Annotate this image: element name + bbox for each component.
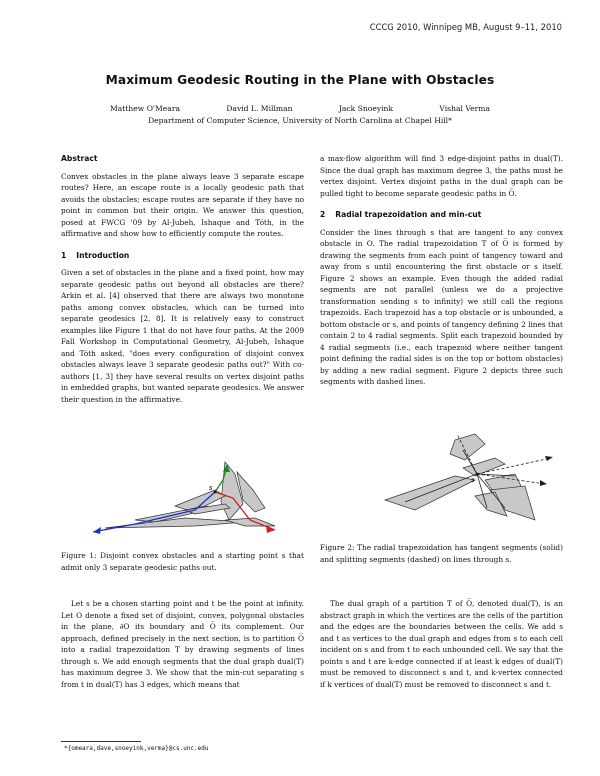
author: Vishal Verma bbox=[439, 104, 490, 113]
figure-2 bbox=[345, 430, 565, 525]
body-paragraph: The dual graph of a partition T of O̅, denoted dual(T), is an abstract graph in which the vertices are the cells of the partition and the edges are the boundaries between the cells. We add s and t as vertices to the dual graph and edges from s to each cell incident on s and from t to each unbounded cell. We say that the points s and t are k-edge connected if at least k edges of dual(T) must be removed to disconnect s and t, and k-vertex connected if k vertices of dual(T) must be removed to disconnect s and t. bbox=[320, 599, 563, 689]
start-point-label: s bbox=[471, 476, 475, 484]
right-column-bottom bbox=[320, 598, 563, 690]
affiliation: Department of Computer Science, University of North Carolina at Chapel Hill* bbox=[148, 116, 452, 125]
arrow-head bbox=[93, 527, 101, 534]
section-number: 2 bbox=[320, 210, 326, 219]
start-point bbox=[476, 473, 479, 476]
section-number: 1 bbox=[61, 250, 67, 260]
left-column-top bbox=[61, 153, 304, 405]
obstacle bbox=[450, 434, 485, 460]
obstacle bbox=[385, 476, 475, 510]
start-point bbox=[214, 491, 217, 494]
right-column-top bbox=[320, 153, 563, 388]
author: Jack Snoeyink bbox=[338, 104, 394, 113]
tangent-segment bbox=[405, 474, 477, 502]
start-point-label: s bbox=[209, 484, 213, 492]
author: Matthew O'Meara bbox=[110, 104, 180, 113]
abstract-text: Convex obstacles in the plane always leave 3 separate escape routes? Here, an escape route is a locally geodesic path that avoids the obstacles; escape routes are separate if they have no point in common but their origin. We answer this question, posed at FWCG '09 by Al-Jubeh, Ishaque and Tóth, in the affirmative and show how to efficiently compute the routes. bbox=[61, 171, 304, 238]
section-2-heading bbox=[320, 209, 563, 221]
obstacle bbox=[105, 518, 245, 528]
left-column-bottom bbox=[61, 598, 304, 690]
footnote: *{omeara,dave,snoeyink,verma}@cs.unc.edu bbox=[64, 745, 209, 752]
arrow-head bbox=[545, 456, 553, 461]
figure-1 bbox=[75, 460, 290, 540]
body-paragraph: Let s be a chosen starting point and t be the point at infinity. Let O denote a fixed set of disjoint, convex, polygonal obstacles in the plane, ∂O its boundary and O̅ its complement. Our approach, defined precisely in the next section, is to partition O̅ into a radial trapezoidation T by drawing segments of lines through s. We add enough segments that the dual graph dual(T) has maximum degree 3. We show that the min-cut separating s from t in dual(T) has 3 edges, which means that bbox=[61, 599, 304, 689]
section-title: Radial trapezoidation and min-cut bbox=[335, 210, 482, 219]
abstract-heading: Abstract bbox=[61, 154, 98, 163]
paper-title: Maximum Geodesic Routing in the Plane with Obstacles bbox=[105, 73, 495, 87]
section-2-paragraph: Consider the lines through s that are tangent to any convex obstacle in O. The radial trapezoidation T of O̅ is formed by drawing the segments from each point of tangency toward and away from s until encountering the first obstacle or s itself. Figure 2 shows an example. Even though the added radial segments are not parallel (unless we do a projective transformation sending s to infinity) we still call the regions trapezoids. Each trapezoid has a top obstacle or is unbounded, a bottom obstacle or s, and points of tangency defining 2 lines that contain 2 to 4 radial segments. Split each trapezoid bounded by 4 radial segments (i.e., each trapezoid where neither tangent point defining the radial sides is on the top or bottom obstacles) by adding a new radial segment. Figure 2 depicts three such segments with dashed lines. bbox=[320, 227, 563, 386]
figure-1-caption: Figure 1: Disjoint convex obstacles and a starting point s that admit only 3 separate geodesic paths out. bbox=[61, 551, 304, 572]
intro-heading bbox=[61, 250, 304, 262]
running-head: CCCG 2010, Winnipeg MB, August 9–11, 2010 bbox=[369, 22, 562, 32]
author-list bbox=[110, 104, 490, 113]
arrow-head bbox=[540, 480, 547, 486]
section-title: Introduction bbox=[76, 250, 130, 260]
figure-2-caption: Figure 2: The radial trapezoidation has tangent segments (solid) and splitting segments (dashed) on lines through s. bbox=[320, 543, 563, 564]
footnote-rule bbox=[61, 741, 141, 742]
author: David L. Millman bbox=[226, 104, 293, 113]
body-paragraph: a max-flow algorithm will find 3 edge-disjoint paths in dual(T). Since the dual graph has maximum degree 3, the paths must be vertex disjoint. Vertex disjoint paths in the dual graph can be pulled tight to become separate geodesic paths in O̅. bbox=[320, 154, 563, 198]
intro-paragraph: Given a set of obstacles in the plane and a fixed point, how may separate geodesic paths out beyond all obstacles are there? Arkin et al. [4] observed that there are always two monotone paths among convex obstacles, which can be turned into separate geodesics [2, 8]. It is relatively easy to construct examples like Figure 1 that do not have four paths. At the 2009 Fall Workshop in Computational Geometry, Al-Jubeh, Ishaque and Tóth asked, "does every configuration of disjoint convex obstacles always leave 3 separate geodesic paths out?" With co-authors [1, 3] they have several results on vertex disjoint paths in embedded graphs, but wanted separate geodesics. We answer their question in the affirmative. bbox=[61, 268, 304, 404]
